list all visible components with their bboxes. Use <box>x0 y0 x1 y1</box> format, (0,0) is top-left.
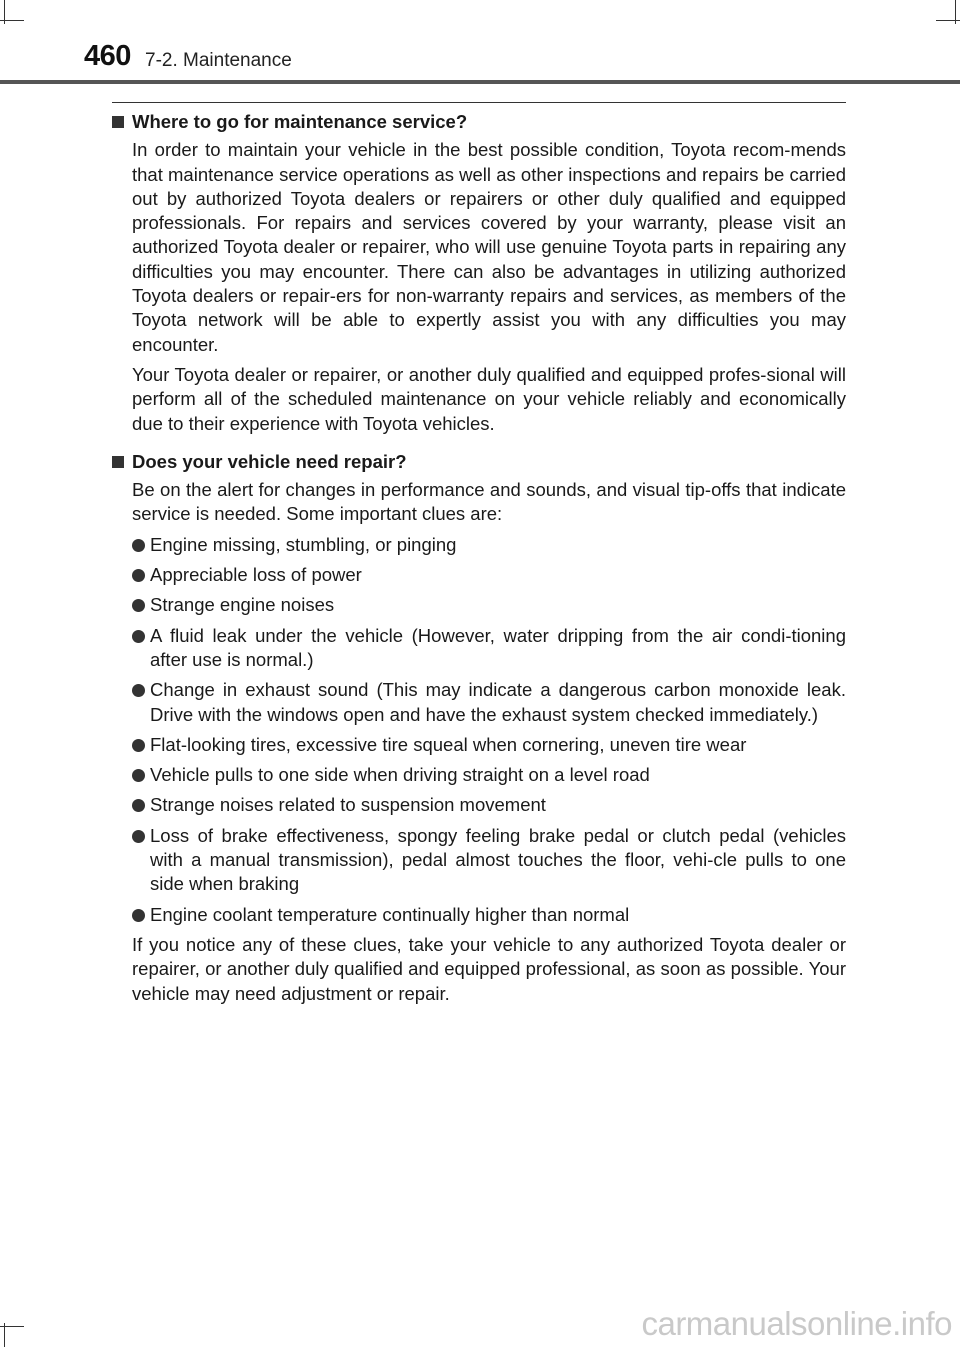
square-bullet-icon <box>112 456 124 468</box>
paragraph: Be on the alert for changes in performance and sounds, and visual tip-offs that indicate service is needed. Some important clues are: <box>132 479 846 525</box>
crop-mark <box>0 20 24 21</box>
list-item: Loss of brake effectiveness, spongy feeling brake pedal or clutch pedal (vehicles with a manual transmission), pedal almost touches the floor, vehi-cle pulls to one side when braking <box>132 824 846 897</box>
list-item: Vehicle pulls to one side when driving straight on a level road <box>132 763 846 787</box>
paragraph: Your Toyota dealer or repairer, or another duly qualified and equipped profes-sional will perform all of the scheduled maintenance on your vehicle reliably and economically due to their experience with Toyota vehicles. <box>132 363 846 434</box>
circle-bullet-icon <box>132 769 145 782</box>
section-heading <box>112 450 846 474</box>
circle-bullet-icon <box>132 569 145 582</box>
circle-bullet-icon <box>132 830 145 843</box>
crop-mark <box>936 20 960 21</box>
list-item: Strange engine noises <box>132 593 846 617</box>
page-number: 460 <box>84 40 131 72</box>
heading-text: Where to go for maintenance service? <box>132 111 468 132</box>
clue-list <box>132 533 846 927</box>
paragraph: If you notice any of these clues, take your vehicle to any authorized Toyota dealer or repairer, or another duly qualified and equipped professional, as soon as possible. Your vehicle may need adjustment or repair. <box>132 933 846 1004</box>
list-item: Strange noises related to suspension movement <box>132 793 846 817</box>
square-bullet-icon <box>112 116 124 128</box>
circle-bullet-icon <box>132 539 145 552</box>
section-heading <box>112 110 846 134</box>
circle-bullet-icon <box>132 909 145 922</box>
circle-bullet-icon <box>132 630 145 643</box>
circle-bullet-icon <box>132 684 145 697</box>
content <box>112 110 846 1012</box>
watermark: carmanualsonline.info <box>641 1305 952 1342</box>
section-title: 7-2. Maintenance <box>145 50 292 71</box>
paragraph: In order to maintain your vehicle in the best possible condition, Toyota recom-mends that maintenance service operations as well as other inspections and repairs be carried out by authorized Toyota dealers or repairers or other duly qualified and equipped professionals. For repairs and services covered by your warranty, please visit an authorized Toyota dealer or repairer, who will use genuine Toyota parts in repairing any difficulties you may encounter. There can also be advantages in utilizing authorized Toyota dealers or repair-ers for non-warranty repairs and services, as members of the Toyota network will be able to expertly assist you with any difficulties you may encounter. <box>132 139 846 355</box>
heading-text: Does your vehicle need repair? <box>132 450 407 472</box>
list-item: Flat-looking tires, excessive tire squeal when cornering, uneven tire wear <box>132 733 846 757</box>
list-item: Appreciable loss of power <box>132 563 846 587</box>
circle-bullet-icon <box>132 739 145 752</box>
crop-mark <box>0 1326 24 1327</box>
list-item: A fluid leak under the vehicle (However, water dripping from the air condi-tioning after use is normal.) <box>132 624 846 673</box>
list-item: Change in exhaust sound (This may indicate a dangerous carbon monoxide leak. Drive with the windows open and have the exhaust system checked immediately.) <box>132 678 846 727</box>
divider <box>112 102 846 103</box>
circle-bullet-icon <box>132 799 145 812</box>
list-item: Engine coolant temperature continually higher than normal <box>132 903 846 927</box>
circle-bullet-icon <box>132 599 145 612</box>
list-item: Engine missing, stumbling, or pinging <box>132 533 846 557</box>
header-bar <box>0 80 960 84</box>
